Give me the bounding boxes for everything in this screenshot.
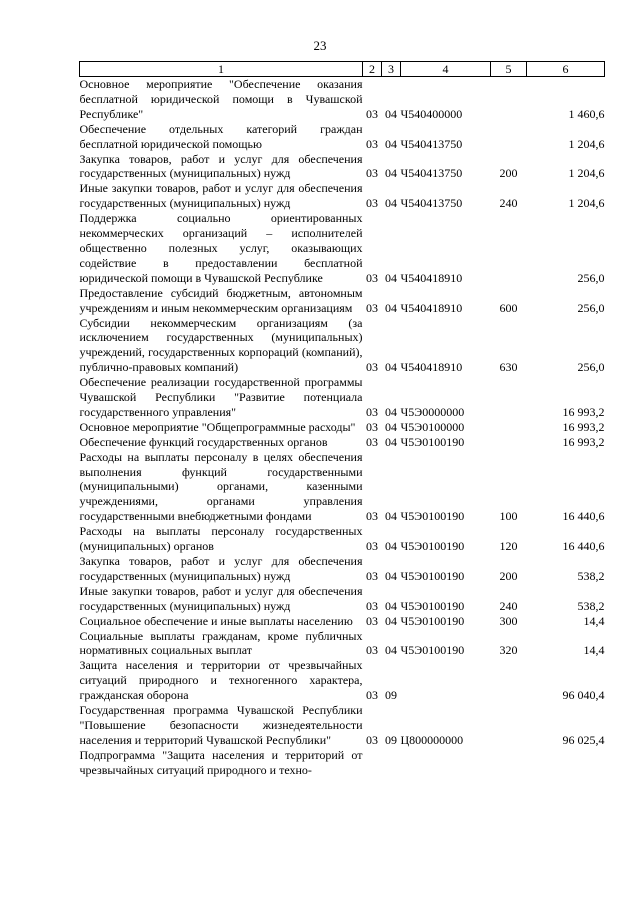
row-amount: 538,2 (577, 568, 605, 583)
row-name: Расходы на выплаты персоналу в целях обеспечения выполнения функций государственными (муниципальными) органами, казенными учреждениями, органами управления государственными внебюджетными фондами (79, 449, 363, 524)
row-section: 03 (366, 688, 378, 703)
row-expense-type (491, 77, 527, 122)
row-section: 03 (366, 404, 378, 419)
row-target-article: Ч5Э0100190 (400, 643, 465, 658)
row-amount: 16 993,2 (562, 434, 605, 449)
row-name: Предоставление субсидий бюджетным, автономным учреждениям и иным некоммерческим организациям (79, 285, 363, 315)
row-amount: 16 993,2 (562, 404, 605, 419)
row-subsection: 04 (385, 598, 397, 613)
row-amount: 256,0 (577, 300, 605, 315)
table-header-row (80, 62, 605, 77)
row-section: 03 (366, 196, 378, 211)
row-section (363, 748, 382, 778)
page-number: 23 (313, 38, 327, 53)
row-section: 03 (366, 360, 378, 375)
table-row (80, 181, 605, 211)
table-row (80, 420, 605, 435)
row-target-article (401, 658, 491, 703)
table-row (80, 584, 605, 614)
row-name: Обеспечение отдельных категорий граждан бесплатной юридической помощью (79, 121, 363, 151)
row-subsection: 04 (385, 509, 397, 524)
row-section: 03 (366, 539, 378, 554)
column-header-2: 2 (363, 62, 382, 77)
row-amount: 16 440,6 (562, 509, 605, 524)
row-section: 03 (366, 598, 378, 613)
table-row (80, 450, 605, 525)
row-name: Иные закупки товаров, работ и услуг для обеспечения государственных (муниципальных) нужд (79, 583, 363, 613)
row-target-article (401, 748, 491, 778)
row-name: Закупка товаров, работ и услуг для обеспечения государственных (муниципальных) нужд (79, 151, 363, 181)
column-header-5: 5 (491, 62, 527, 77)
row-name: Поддержка социально ориентированных некоммерческих организаций – исполнителей общественно полезных услуг, оказывающих содействие в предоставлении бесплатной юридической помощи в Чувашской Республике (79, 211, 363, 285)
row-name: Защита населения и территории от чрезвычайных ситуаций природного и техногенного характера, гражданская оборона (79, 658, 363, 703)
table-row (80, 286, 605, 316)
row-amount (527, 748, 605, 778)
row-amount: 256,0 (577, 360, 605, 375)
row-target-article: Ч5Э0100190 (400, 598, 465, 613)
row-name: Подпрограмма "Защита населения и территорий от чрезвычайных ситуаций природного и техно- (79, 747, 363, 777)
row-expense-type: 320 (499, 643, 518, 658)
row-target-article: Ч5Э0100190 (400, 568, 465, 583)
row-name: Расходы на выплаты персоналу государственных (муниципальных) органов (79, 524, 363, 554)
row-target-article: Ч540418910 (400, 270, 463, 285)
row-section: 03 (366, 509, 378, 524)
row-amount: 14,4 (583, 613, 605, 628)
row-target-article: Ч540418910 (400, 360, 463, 375)
row-section: 03 (366, 732, 378, 747)
row-subsection: 04 (385, 613, 397, 628)
table-row (80, 211, 605, 286)
table-row (80, 554, 605, 584)
row-subsection: 04 (385, 196, 397, 211)
row-name: Иные закупки товаров, работ и услуг для обеспечения государственных (муниципальных) нужд (79, 181, 363, 211)
row-subsection: 04 (385, 539, 397, 554)
row-amount: 14,4 (583, 643, 605, 658)
row-name: Государственная программа Чувашской Республики "Повышение безопасности жизнедеятельности населения и территорий Чувашской Республики" (79, 703, 363, 747)
row-name: Закупка товаров, работ и услуг для обеспечения государственных (муниципальных) нужд (79, 554, 363, 583)
row-subsection: 04 (385, 419, 397, 434)
row-section: 03 (366, 643, 378, 658)
row-subsection (382, 748, 401, 778)
row-subsection: 04 (385, 300, 397, 315)
row-target-article: Ч5Э0100190 (400, 509, 465, 524)
table-row (80, 614, 605, 629)
row-expense-type (491, 658, 527, 703)
row-target-article: Ч5Э0100190 (400, 613, 465, 628)
row-target-article: Ч5Э0100190 (400, 539, 465, 554)
row-amount: 1 204,6 (568, 196, 605, 211)
row-target-article: Ч5Э0100000 (400, 419, 465, 434)
row-subsection: 04 (385, 166, 397, 181)
column-header-3: 3 (382, 62, 401, 77)
row-subsection: 04 (385, 568, 397, 583)
row-target-article: Ч540413750 (400, 136, 463, 151)
row-subsection: 04 (385, 106, 397, 121)
row-expense-type (491, 375, 527, 420)
row-amount: 1 460,6 (568, 106, 605, 121)
table-row (80, 435, 605, 450)
row-expense-type: 240 (499, 598, 518, 613)
column-header-6: 6 (527, 62, 605, 77)
row-subsection: 04 (385, 136, 397, 151)
row-amount: 96 025,4 (562, 732, 605, 747)
table-row (80, 316, 605, 376)
row-name: Основное мероприятие "Общепрограммные расходы" (79, 419, 356, 434)
row-expense-type: 240 (499, 196, 518, 211)
row-name: Субсидии некоммерческим организациям (за исключением государственных (муниципальных) учреждений, государственных корпораций (компаний), публично-правовых компаний) (79, 315, 363, 375)
row-target-article: Ч540413750 (400, 196, 463, 211)
table-row (80, 375, 605, 420)
row-name: Социальные выплаты гражданам, кроме публичных нормативных социальных выплат (79, 628, 363, 658)
row-name: Обеспечение реализации государственной программы Чувашской Республики "Развитие потенциала государственного управления" (79, 375, 363, 419)
row-subsection: 04 (385, 434, 397, 449)
row-amount: 16 993,2 (562, 419, 605, 434)
table-row (80, 122, 605, 152)
table-row (80, 629, 605, 659)
row-expense-type: 120 (499, 539, 518, 554)
row-section: 03 (366, 613, 378, 628)
row-expense-type (491, 435, 527, 450)
row-subsection: 04 (385, 404, 397, 419)
row-section: 03 (366, 568, 378, 583)
row-target-article: Ч540413750 (400, 166, 463, 181)
row-expense-type: 200 (499, 568, 518, 583)
row-section: 03 (366, 419, 378, 434)
budget-table (79, 61, 605, 778)
row-amount: 1 204,6 (568, 136, 605, 151)
row-amount: 16 440,6 (562, 539, 605, 554)
table-row (80, 152, 605, 182)
column-header-1: 1 (80, 62, 363, 77)
row-expense-type: 630 (499, 360, 518, 375)
row-target-article: Ч5Э0000000 (400, 404, 465, 419)
table-row (80, 748, 605, 778)
column-header-4: 4 (401, 62, 491, 77)
row-subsection: 04 (385, 643, 397, 658)
table-row (80, 524, 605, 554)
row-section: 03 (366, 166, 378, 181)
row-section: 03 (366, 106, 378, 121)
row-section: 03 (366, 270, 378, 285)
row-expense-type (491, 122, 527, 152)
row-expense-type: 300 (499, 613, 518, 628)
row-expense-type (491, 703, 527, 748)
row-amount: 96 040,4 (562, 688, 605, 703)
row-amount: 256,0 (577, 270, 605, 285)
row-expense-type (491, 748, 527, 778)
table-body (80, 77, 605, 778)
row-name: Социальное обеспечение и иные выплаты населению (79, 613, 353, 628)
table-row (80, 658, 605, 703)
row-section: 03 (366, 136, 378, 151)
row-name: Основное мероприятие "Обеспечение оказания бесплатной юридической помощи в Чувашской Республике" (79, 77, 363, 121)
row-section: 03 (366, 434, 378, 449)
row-section: 03 (366, 300, 378, 315)
row-subsection: 04 (385, 360, 397, 375)
row-expense-type: 100 (499, 509, 518, 524)
row-expense-type: 200 (499, 166, 518, 181)
row-expense-type (491, 211, 527, 286)
row-amount: 538,2 (577, 598, 605, 613)
row-target-article: Ч540418910 (400, 300, 463, 315)
row-target-article: Ц800000000 (400, 732, 464, 747)
row-subsection: 09 (385, 688, 397, 703)
row-expense-type: 600 (499, 300, 518, 315)
row-subsection: 09 (385, 732, 397, 747)
row-subsection: 04 (385, 270, 397, 285)
table-row (80, 703, 605, 748)
table-row (80, 77, 605, 122)
row-expense-type (491, 420, 527, 435)
row-target-article: Ч5Э0100190 (400, 434, 465, 449)
row-amount: 1 204,6 (568, 166, 605, 181)
row-target-article: Ч540400000 (400, 106, 463, 121)
row-name: Обеспечение функций государственных органов (79, 434, 328, 449)
